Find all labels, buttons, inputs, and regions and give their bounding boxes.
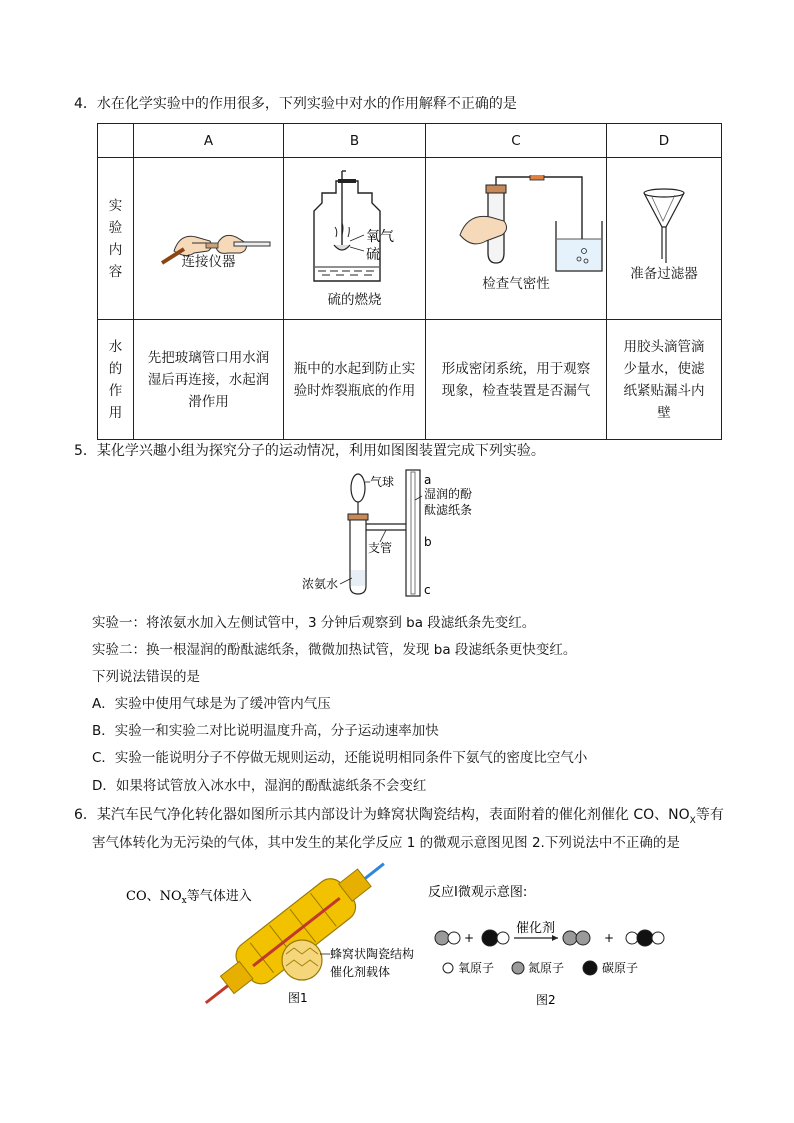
q5-exp2: 实验二：换一根湿润的酚酞滤纸条，微微加热试管，发现 ba 段滤纸条更快变红。 xyxy=(92,642,577,658)
plus-2: + xyxy=(604,931,615,945)
figure-1-caption: 图1 xyxy=(288,991,308,1005)
cell-a-desc: 先把玻璃管口用水润 湿后再连接，水起润 滑作用 xyxy=(134,320,284,440)
q5-exp1: 实验一：将浓氨水加入左侧试管中，3 分钟后观察到 ba 段滤纸条先变红。 xyxy=(92,615,536,631)
callout-line-2: 催化剂载体 xyxy=(330,965,391,979)
point-b-label: b xyxy=(424,535,432,549)
ammonia-label: 浓氨水 xyxy=(302,577,339,591)
q5-question: 下列说法错误的是 xyxy=(92,669,200,685)
header-d: D xyxy=(607,124,722,158)
q4-title: 4．水在化学实验中的作用很多，下列实验中对水的作用解释不正确的是 xyxy=(74,96,517,112)
cell-c-label: 检查气密性 xyxy=(482,275,550,292)
legend-carbon: 碳原子 xyxy=(602,961,639,975)
cell-a-figure xyxy=(134,158,284,320)
header-b: B xyxy=(284,124,426,158)
q5-option-d[interactable]: D．如果将试管放入冰水中，湿润的酚酞滤纸条不会变红 xyxy=(92,778,427,794)
q5-option-c[interactable]: C．实验一能说明分子不停做无规则运动，还能说明相同条件下氨气的密度比空气小 xyxy=(92,750,588,766)
legend-oxygen: 氧原子 xyxy=(458,961,495,975)
row-label-content: 实 验 内 容 xyxy=(98,158,134,320)
cell-c-figure xyxy=(426,158,607,320)
connect-instrument-figure xyxy=(134,189,284,289)
svg-text:CO、NOx等气体进入: CO、$NO_x$等气体进入 xyxy=(126,889,252,906)
q6-title-line1: 6．某汽车民气净化转化器如图所示其内部设计为蜂窝状陶瓷结构，表面附着的催化剂催化 CO、$NO_X$等有 xyxy=(74,807,724,826)
branch-label: 支管 xyxy=(368,541,393,555)
paper-label-1: 湿润的酚 xyxy=(424,487,473,501)
figure-2-caption: 图2 xyxy=(536,993,556,1007)
sulfur-label: 硫 xyxy=(366,246,380,263)
plus-1: + xyxy=(464,931,475,945)
point-c-label: c xyxy=(424,583,431,597)
legend-nitrogen: 氮原子 xyxy=(528,961,565,975)
header-row xyxy=(98,124,722,158)
q6-figure-1 xyxy=(120,862,420,1012)
balloon-label: 气球 xyxy=(370,475,395,489)
cell-b-figure xyxy=(284,158,426,320)
cell-d-label: 准备过滤器 xyxy=(630,265,698,282)
cell-b-desc: 瓶中的水起到防止实 验时炸裂瓶底的作用 xyxy=(284,320,426,440)
cell-a-label: 连接仪器 xyxy=(181,253,236,270)
q5-option-a[interactable]: A．实验中使用气球是为了缓冲管内气压 xyxy=(92,696,331,712)
corner-cell xyxy=(98,124,134,158)
header-a: A xyxy=(134,124,284,158)
callout-line-1: 蜂窝状陶瓷结构 xyxy=(330,947,415,961)
point-a-label: a xyxy=(424,473,432,487)
q5-apparatus-figure xyxy=(296,466,506,606)
sulfur-burning-figure xyxy=(284,163,426,303)
cell-c-desc: 形成密闭系统，用于观察 现象，检查装置是否漏气 xyxy=(426,320,607,440)
effect-row xyxy=(98,320,722,440)
funnel-figure xyxy=(607,183,722,273)
content-row xyxy=(98,158,722,320)
cell-b-label: 硫的燃烧 xyxy=(327,291,382,308)
oxygen-label: 氧气 xyxy=(366,228,394,245)
q4-table xyxy=(97,123,722,440)
paper-label-2: 酞滤纸条 xyxy=(424,503,473,517)
q6-figure-2 xyxy=(428,880,688,1010)
q5-option-b[interactable]: B．实验一和实验二对比说明温度升高，分子运动速率加快 xyxy=(92,723,439,739)
cell-d-desc: 用胶头滴管滴 少量水，使滤 纸紧贴漏斗内 壁 xyxy=(607,320,722,440)
cell-d-figure xyxy=(607,158,722,320)
q5-title: 5．某化学兴趣小组为探究分子的运动情况，利用如图图装置完成下列实验。 xyxy=(74,443,545,459)
row-label-effect: 水 的 作 用 xyxy=(98,320,134,440)
catalyst-label: 催化剂 xyxy=(516,921,556,936)
reaction-title: 反应I微观示意图: xyxy=(428,885,528,900)
q6-title-line2: 害气体转化为无污染的气体，其中发生的某化学反应 1 的微观示意图见图 2.下列说法中不正确的是 xyxy=(92,835,680,851)
header-c: C xyxy=(426,124,607,158)
